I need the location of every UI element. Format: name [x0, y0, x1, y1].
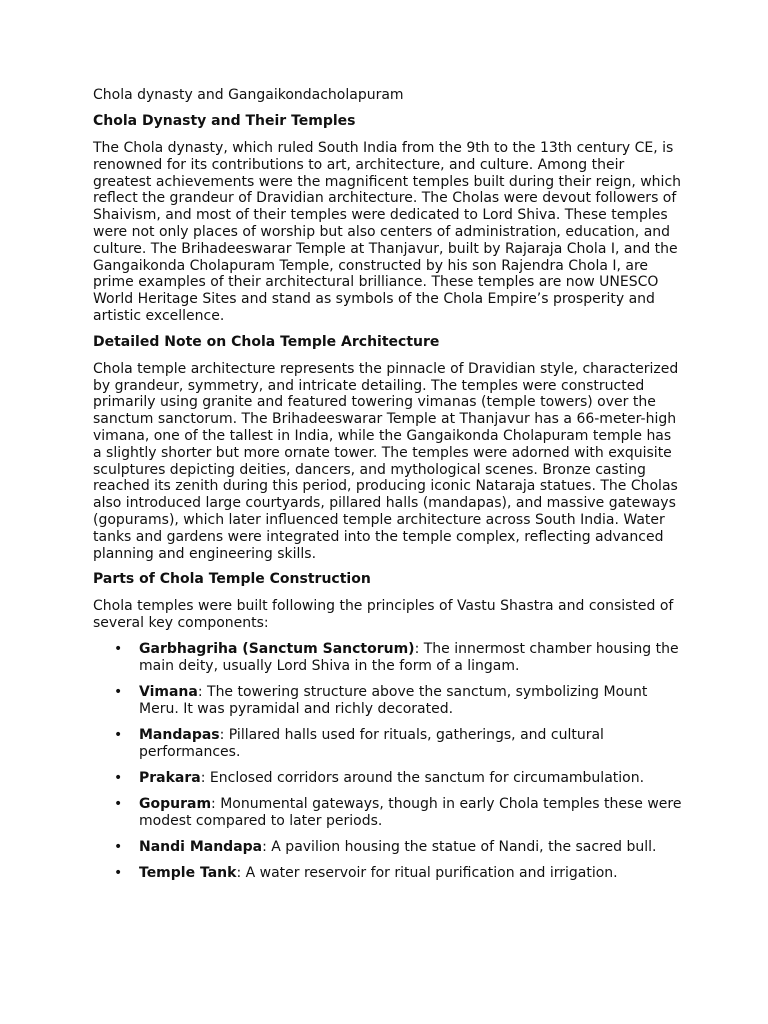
part-term: Garbhagriha (Sanctum Sanctorum) — [139, 640, 415, 657]
part-description: : Monumental gateways, though in early Chola temples these were modest compared to later periods. — [139, 795, 682, 829]
section-heading: Detailed Note on Chola Temple Architecture — [93, 333, 440, 350]
bullet-icon: • — [114, 795, 123, 812]
part-term: Gopuram — [139, 795, 212, 812]
list-item — [93, 865, 683, 882]
bullet-icon: • — [114, 640, 123, 657]
bullet-icon: • — [114, 726, 123, 743]
section-heading: Parts of Chola Temple Construction — [93, 571, 371, 588]
part-description: : Enclosed corridors around the sanctum for circumambulation. — [200, 769, 645, 786]
part-description: : A water reservoir for ritual purification and irrigation. — [236, 864, 618, 881]
section-paragraph: Chola temple architecture represents the pinnacle of Dravidian style, characterized by grandeur, symmetry, and intricate detailing. The temples were constructed primarily using granite and featured towering vimanas (temple towers) over the sanctum sanctorum. The Brihadeeswarar Temple at Thanjavur has a 66-meter-high vimana, one of the tallest in India, while the Gangaikonda Cholapuram temple has a slightly shorter but more ornate tower. The temples were adorned with exquisite sculptures depicting deities, dancers, and mythological scenes. Bronze casting reached its zenith during this period, producing iconic Nataraja statues. The Cholas also introduced large courtyards, pillared halls (mandapas), and massive gateways (gopurams), which later influenced temple architecture across South India. Water tanks and gardens were integrated into the temple complex, reflecting advanced planning and engineering skills. — [93, 360, 679, 562]
part-term: Mandapas — [139, 726, 220, 743]
list-item — [93, 770, 683, 787]
document-title: Chola dynasty and Gangaikondacholapuram — [93, 87, 404, 103]
list-item — [93, 839, 683, 856]
part-description: : The towering structure above the sanctum, symbolizing Mount Meru. It was pyramidal and richly decorated. — [139, 683, 648, 717]
document-page — [93, 86, 683, 891]
section-temple-architecture — [93, 334, 683, 563]
list-item — [93, 684, 683, 718]
section-temple-parts — [93, 571, 683, 882]
bullet-icon: • — [114, 864, 123, 881]
part-description: : Pillared halls used for rituals, gatherings, and cultural performances. — [139, 726, 604, 760]
part-term: Nandi Mandapa — [139, 838, 263, 855]
section-chola-dynasty — [93, 113, 683, 325]
list-item — [93, 796, 683, 830]
list-item — [93, 641, 683, 675]
temple-parts-list — [93, 641, 683, 882]
section-heading: Chola Dynasty and Their Temples — [93, 113, 356, 129]
bullet-icon: • — [114, 769, 123, 786]
bullet-icon: • — [114, 838, 123, 855]
section-paragraph: The Chola dynasty, which ruled South India from the 9th to the 13th century CE, is renowned for its contributions to art, architecture, and culture. Among their greatest achievements were the magnificent temples built during their reign, which reflect the grandeur of Dravidian architecture. The Cholas were devout followers of Shaivism, and most of their temples were dedicated to Lord Shiva. These temples were not only places of worship but also centers of administration, education, and culture. The Brihadeeswarar Temple at Thanjavur, built by Rajaraja Chola I, and the Gangaikonda Cholapuram Temple, constructed by his son Rajendra Chola I, are prime examples of their architectural brilliance. These temples are now UNESCO World Heritage Sites and stand as symbols of the Chola Empire’s prosperity and artistic excellence. — [93, 140, 682, 324]
bullet-icon: • — [114, 683, 123, 700]
part-term: Vimana — [139, 683, 198, 700]
part-term: Prakara — [139, 769, 201, 786]
list-item — [93, 727, 683, 761]
part-description: : The innermost chamber housing the main deity, usually Lord Shiva in the form of a lingam. — [139, 640, 679, 674]
part-description: : A pavilion housing the statue of Nandi, the sacred bull. — [262, 838, 657, 855]
section-paragraph: Chola temples were built following the principles of Vastu Shastra and consisted of several key components: — [93, 598, 674, 632]
part-term: Temple Tank — [139, 864, 237, 881]
